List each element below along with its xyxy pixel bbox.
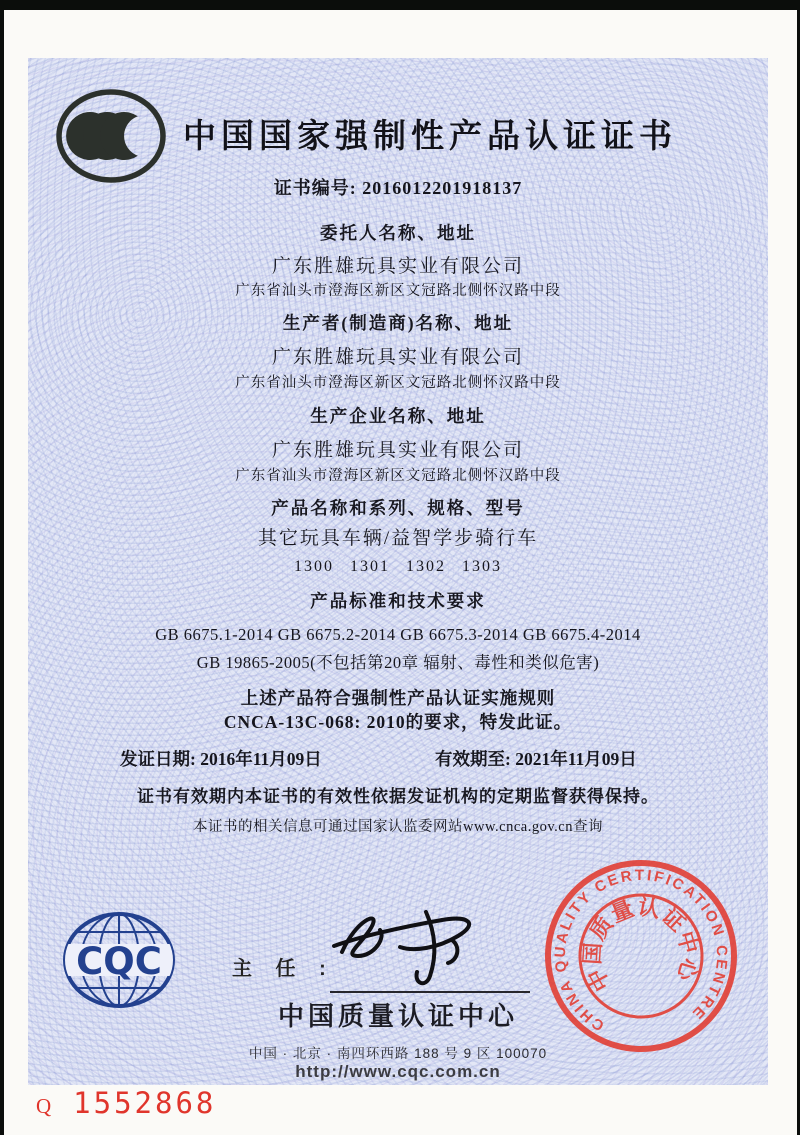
certificate-number-line [28, 174, 768, 200]
serial-number: 1552868 [73, 1086, 217, 1120]
certificate-sheet [4, 10, 797, 1135]
applicant-heading: 委托人名称、地址 [320, 223, 476, 243]
info-note: 本证书的相关信息可通过国家认监委网站www.cnca.gov.cn查询 [193, 819, 603, 835]
certificate-number-value: 2016012201918137 [362, 178, 523, 198]
certificate-title: 中国国家强制性产品认证证书 [183, 119, 677, 155]
director-label: 主 任 : [232, 958, 335, 980]
org-name: 中国质量认证中心 [277, 1002, 518, 1031]
product-heading: 产品名称和系列、规格、型号 [271, 498, 525, 518]
standards-line-1: GB 6675.1-2014 GB 6675.2-2014 GB 6675.3-2014 GB 6675.4-2014 [155, 625, 641, 644]
factory-heading: 生产企业名称、地址 [310, 406, 486, 426]
product-name: 其它玩具车辆/益智学步骑行车 [257, 528, 539, 549]
manufacturer-heading: 生产者(制造商)名称、地址 [282, 313, 514, 333]
certificate-number-label: 证书编号: [273, 178, 357, 198]
signature-line [330, 991, 530, 993]
issue-date [120, 746, 322, 771]
manufacturer-address: 广东省汕头市澄海区新区文冠路北侧怀汉路中段 [235, 375, 561, 391]
standards-heading: 产品标准和技术要求 [310, 591, 486, 611]
issue-date-value: 2016年11月09日 [200, 749, 322, 769]
certificate-paper [28, 58, 768, 1085]
serial-prefix: Q [36, 1094, 52, 1118]
svg-text:CHINA QUALITY CERTIFICATION CE [543, 858, 737, 1038]
standards-line-2: GB 19865-2005(不包括第20章 辐射、毒性和类似危害) [196, 653, 600, 672]
applicant-name: 广东胜雄玩具实业有限公司 [271, 256, 524, 277]
validity-note: 证书有效期内本证书的有效性依据发证机构的定期监督获得保持。 [137, 787, 659, 806]
serial-number-row [36, 1086, 216, 1120]
issue-date-label: 发证日期: [120, 749, 196, 769]
manufacturer-name: 广东胜雄玩具实业有限公司 [271, 347, 524, 368]
statement-line-2: CNCA-13C-068: 2010的要求，特发此证。 [223, 712, 573, 732]
svg-text:中国质量认证中心 [573, 888, 706, 997]
product-models: 1300 1301 1302 1303 [294, 558, 502, 575]
factory-name: 广东胜雄玩具实业有限公司 [271, 440, 524, 461]
factory-address: 广东省汕头市澄海区新区文冠路北侧怀汉路中段 [235, 468, 561, 484]
org-address: 中国 · 北京 · 南四环西路 188 号 9 区 100070 [248, 1046, 548, 1061]
org-url: http://www.cqc.com.cn [295, 1062, 501, 1081]
expiry-date-value: 2021年11月09日 [515, 749, 637, 769]
applicant-address: 广东省汕头市澄海区新区文冠路北侧怀汉路中段 [235, 283, 561, 299]
stamp-inner-text: 中国质量认证中心 [579, 893, 703, 996]
expiry-date [435, 746, 637, 771]
official-stamp-icon [530, 845, 752, 1067]
expiry-date-label: 有效期至: [435, 749, 511, 769]
stamp-ring-text: CHINA QUALITY CERTIFICATION CENTRE [551, 866, 731, 1035]
cqc-logo-text: CQC [76, 940, 162, 983]
statement-line-1: 上述产品符合强制性产品认证实施规则 [240, 688, 556, 708]
director-signature-icon [328, 900, 493, 995]
